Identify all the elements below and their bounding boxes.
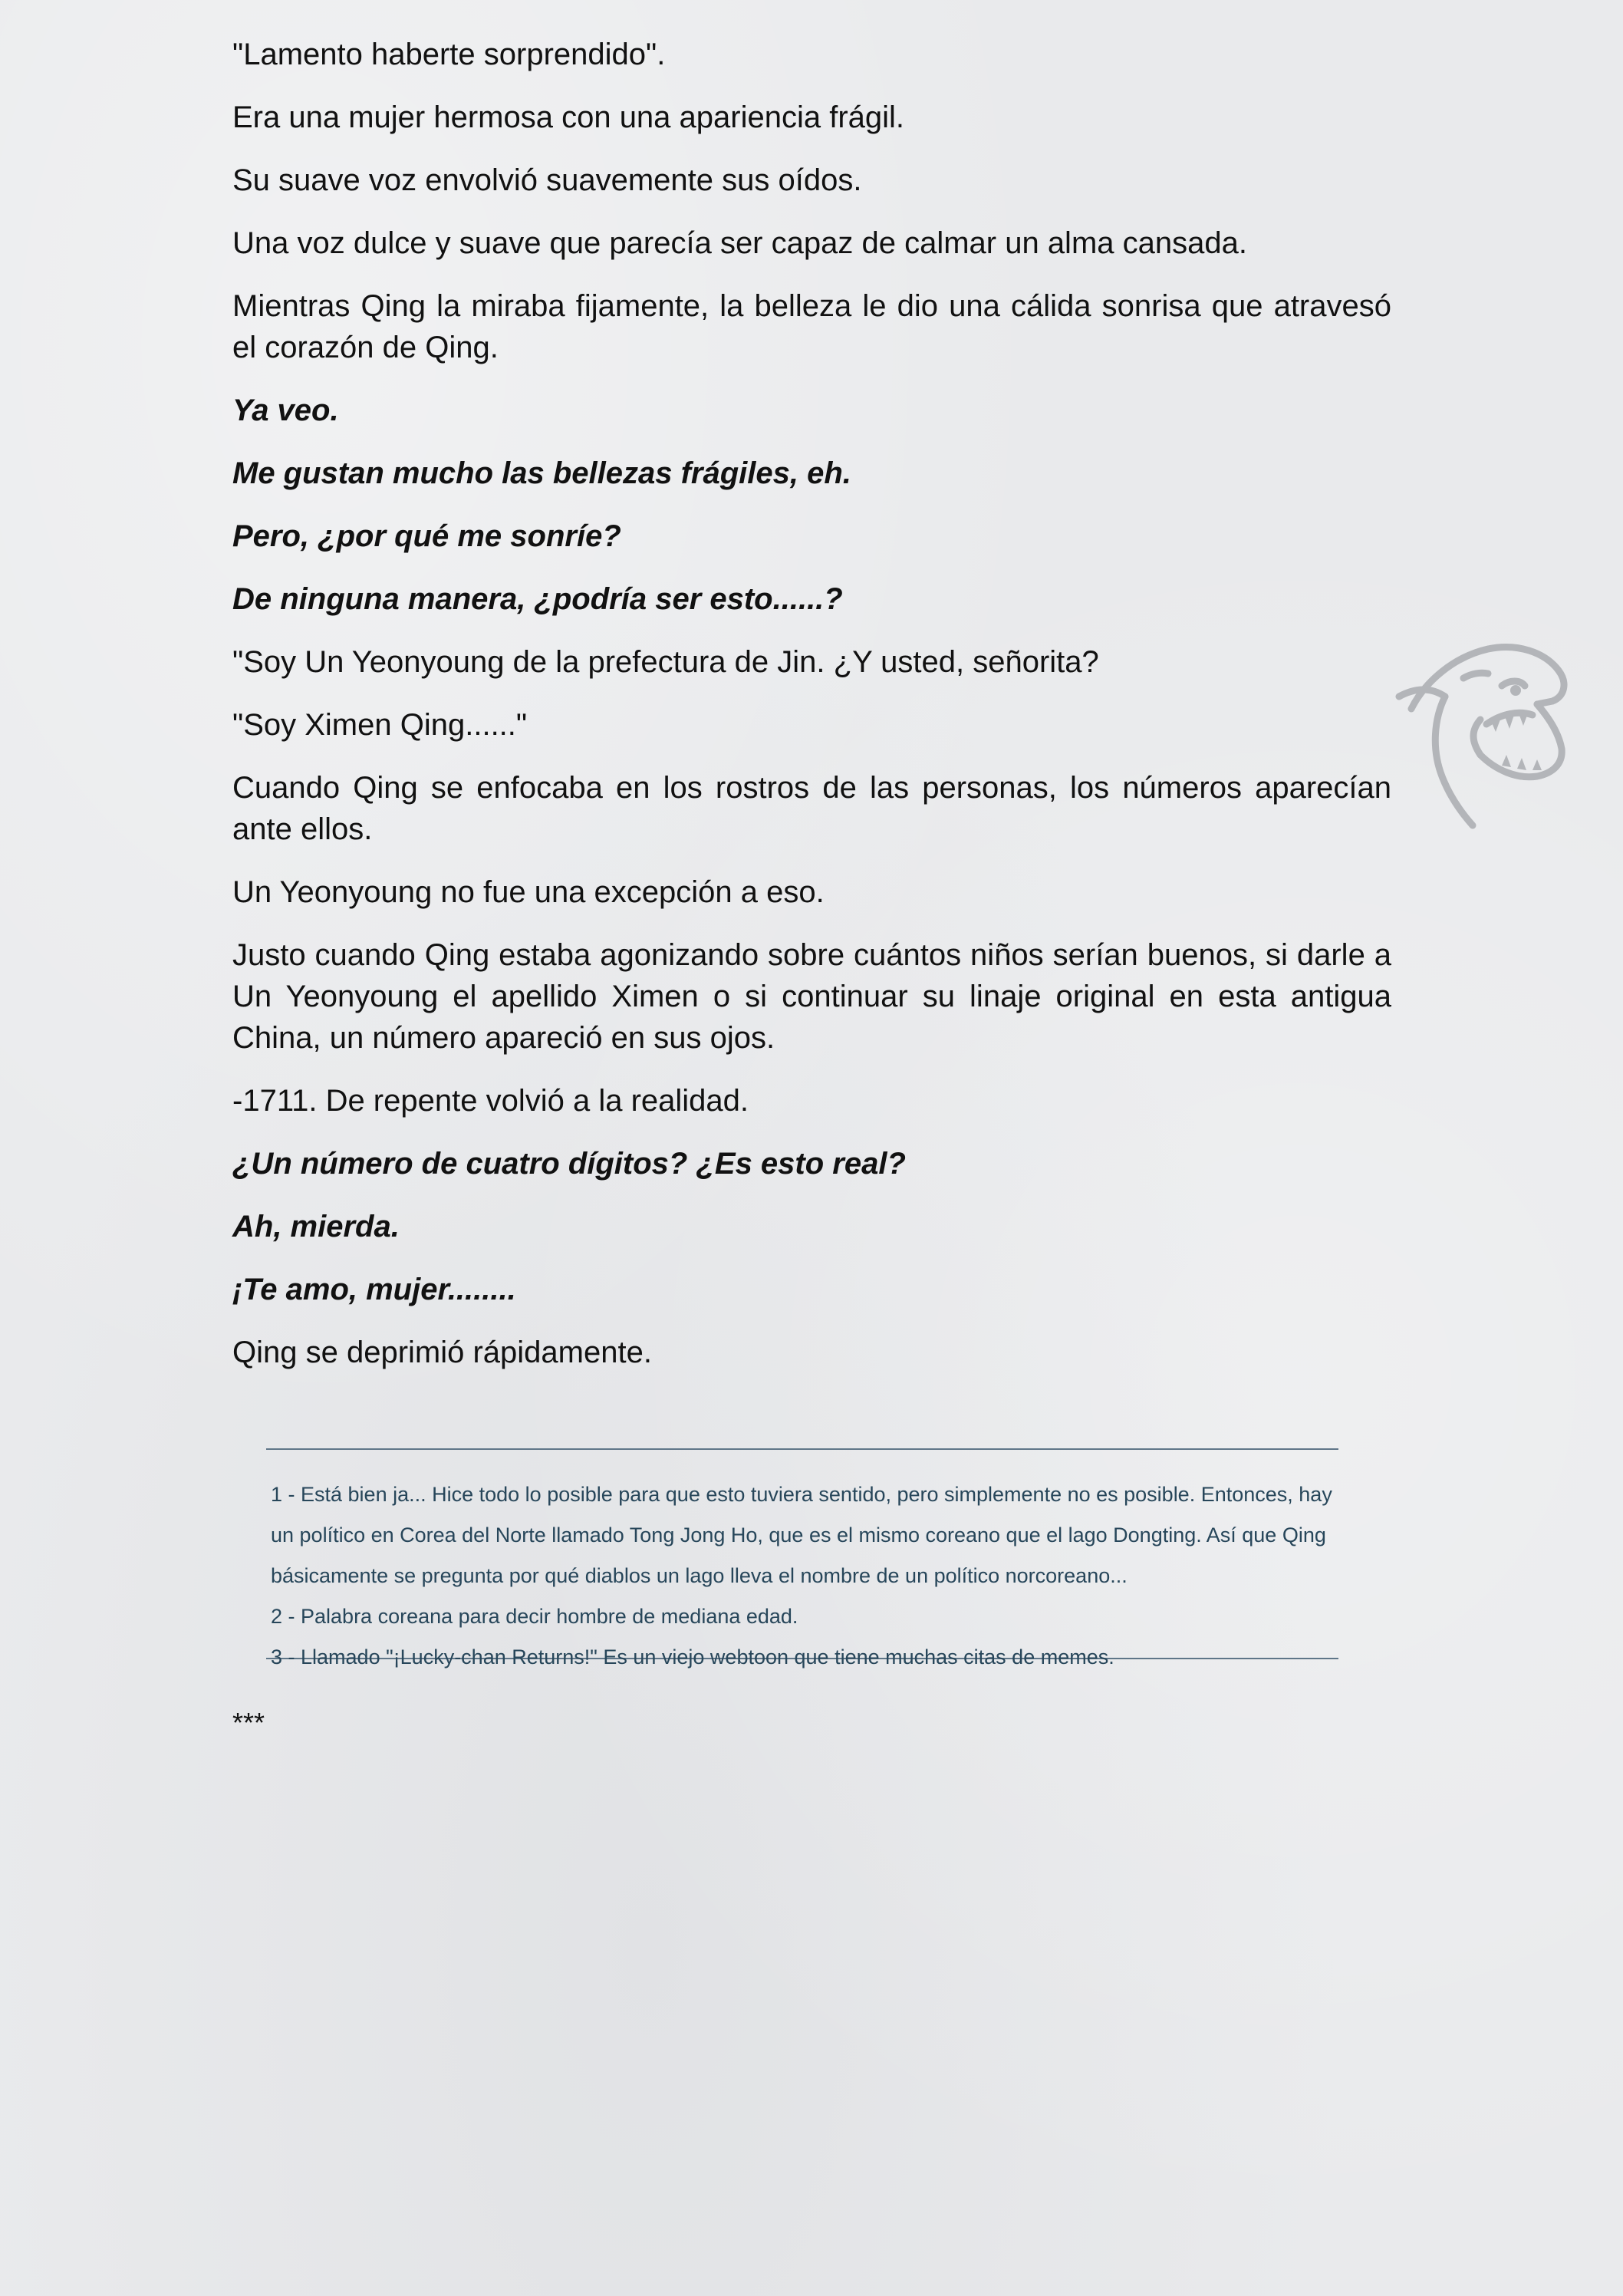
paragraph: Era una mujer hermosa con una apariencia frágil. (232, 100, 905, 134)
footnote-1: 1 - Está bien ja... Hice todo lo posible para que esto tuviera sentido, pero simplemente no es posible. Entonces, hay un político en Corea del Norte llamado Tong Jong Ho, que es el mismo coreano que el lago Dongting. Así que Qing básicamente se pregunta por qué diablos un lago lleva el nombre de un político norcoreano... (271, 1483, 1332, 1587)
inner-thought: De ninguna manera, ¿podría ser esto......? (232, 582, 843, 616)
paragraph: Qing se deprimió rápidamente. (232, 1336, 652, 1369)
paragraph: "Lamento haberte sorprendido". (232, 38, 666, 71)
inner-thought: ¿Un número de cuatro dígitos? ¿Es esto real? (232, 1147, 906, 1181)
footnotes-box (266, 1448, 1338, 1668)
inner-thought: Me gustan mucho las bellezas frágiles, eh. (232, 456, 851, 490)
paragraph: Una voz dulce y suave que parecía ser capaz de calmar un alma cansada. (232, 226, 1247, 260)
paragraph: Mientras Qing la miraba fijamente, la belleza le dio una cálida sonrisa que atravesó el corazón de Qing. (232, 289, 1391, 364)
paragraph: "Soy Ximen Qing......" (232, 708, 528, 742)
inner-thought: Ya veo. (232, 394, 339, 427)
footnote-2: 2 - Palabra coreana para decir hombre de mediana edad. (271, 1605, 798, 1628)
paragraph: Un Yeonyoung no fue una excepción a eso. (232, 875, 825, 909)
paragraph: Su suave voz envolvió suavemente sus oídos. (232, 163, 862, 197)
paragraph: Cuando Qing se enfocaba en los rostros de las personas, los números aparecían ante ellos. (232, 771, 1391, 846)
inner-thought: ¡Te amo, mujer........ (232, 1273, 516, 1306)
inner-thought: Pero, ¿por qué me sonríe? (232, 519, 621, 553)
paragraph: "Soy Un Yeonyoung de la prefectura de Jin. ¿Y usted, señorita? (232, 645, 1099, 679)
inner-thought: Ah, mierda. (232, 1210, 400, 1244)
dinosaur-head-icon (1394, 634, 1580, 833)
footnote-3: 3 - Llamado "¡Lucky-chan Returns!" Es un viejo webtoon que tiene muchas citas de memes. (271, 1645, 1114, 1668)
paragraph: Justo cuando Qing estaba agonizando sobre cuántos niños serían buenos, si darle a Un Yeonyoung el apellido Ximen o si continuar su linaje original en esta antigua China, un número apareció en sus ojos. (232, 938, 1391, 1055)
paragraph: -1711. De repente volvió a la realidad. (232, 1084, 749, 1118)
story-text (232, 34, 1391, 1395)
scene-separator: *** (232, 1707, 265, 1738)
